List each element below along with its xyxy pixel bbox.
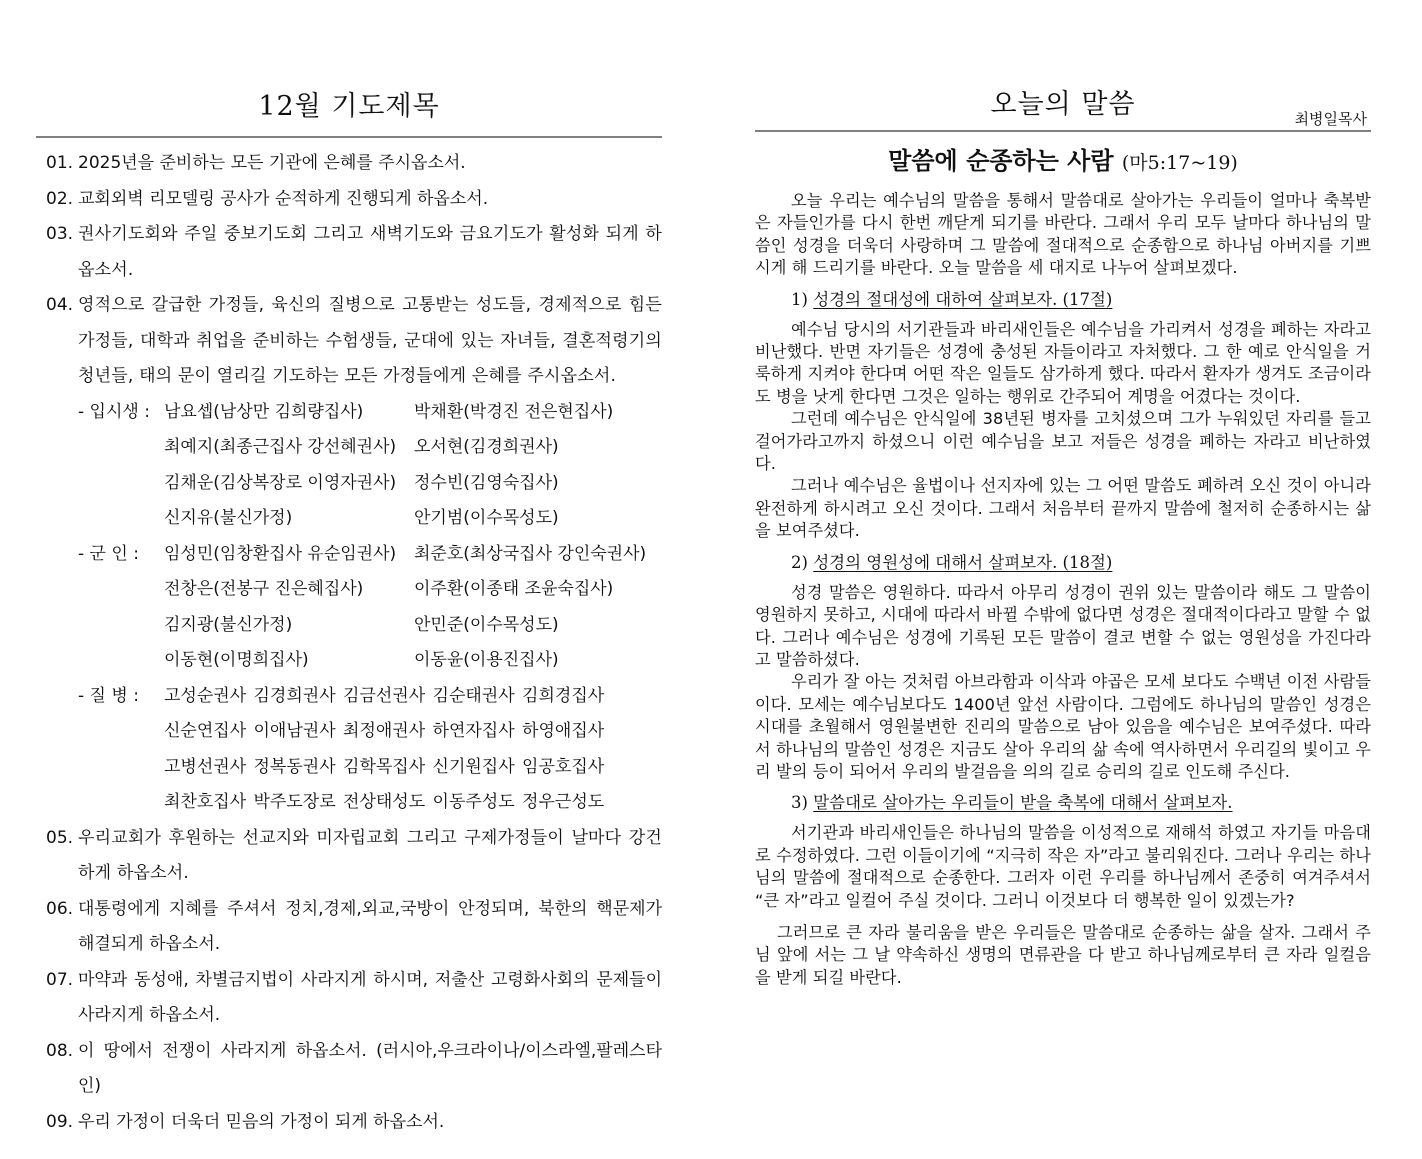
prayer-number: 07. bbox=[46, 969, 74, 990]
prayer-text: 영적으로 갈급한 가정들, 육신의 질병으로 고통받는 성도들, 경제적으로 힘든 가정들, 대학과 취업을 준비하는 수험생들, 군대에 있는 자녀들, 결혼적령기의 청년들, 태의 문이 열리길 기도하는 모든 가정들에게 은혜를 주시옵소서. bbox=[78, 295, 662, 386]
prayer-number: 05. bbox=[46, 827, 74, 848]
sermon-title-text: 말씀에 순종하는 사람 bbox=[888, 147, 1114, 175]
name-list: 최찬호집사 박주도장로 전상태성도 이동주성도 정우근성도 bbox=[164, 792, 605, 812]
prayer-text: 우리 가정이 더욱더 믿음의 가정이 되게 하옵소서. bbox=[78, 1111, 445, 1132]
prayer-list-continued bbox=[36, 821, 662, 1141]
name-entry: 안민준(이수목성도) bbox=[414, 614, 559, 635]
prayer-text: 교회외벽 리모델링 공사가 순적하게 진행되게 하옵소서. bbox=[78, 188, 489, 209]
prayer-number: 01. bbox=[46, 153, 74, 173]
group-row bbox=[78, 501, 662, 537]
prayer-text: 대통령에게 지혜를 주셔서 정치,경제,외교,국방이 안정되며, 북한의 핵문제가 해결되게 하옵소서. bbox=[78, 898, 662, 954]
prayer-item-07 bbox=[36, 963, 662, 1034]
name-entry: 임성민(임창환집사 유순임권사) bbox=[164, 543, 397, 564]
name-entry: 오서현(김경희권사) bbox=[414, 437, 559, 457]
group-row bbox=[78, 679, 662, 715]
prayer-text: 마약과 동성애, 차별금지법이 사라지게 하시며, 저출산 고령화사회의 문제들이 사라지게 하옵소서. bbox=[78, 969, 662, 1025]
name-entry: 박채환(박경진 전은현집사) bbox=[414, 401, 614, 422]
prayer-number: 09. bbox=[46, 1111, 74, 1132]
body-paragraph: 서기관과 바리새인들은 하나님의 말씀을 이성적으로 재해석 하였고 자기들 마음대로 수정하였다. 그런 이들이기에 “지극히 작은 자”라고 불리워진다. 그러나 우리는 하나님의 말씀에 절대적으로 순종한다. 그러자 이런 우리를 하나님께서 존중히 여겨주셔서 “큰 자”라고 일컬어 주실 것이다. 그러니 이것보다 더 행복한 일이 있겠는가? bbox=[755, 823, 1371, 910]
prayer-number: 08. bbox=[46, 1040, 74, 1061]
name-entry: 이동윤(이용진집사) bbox=[414, 650, 559, 670]
todays-word-title: 오늘의 말씀 bbox=[990, 89, 1136, 120]
name-list: 고성순권사 김경희권사 김금선권사 김순태권사 김희경집사 bbox=[164, 685, 605, 706]
prayer-item-02 bbox=[36, 182, 662, 218]
conclusion-paragraph: 그러므로 큰 자라 불리움을 받은 우리들은 말씀대로 순종하는 삶을 살자. 그래서 주님 앞에 서는 그 날 약속하신 생명의 면류관을 다 받고 하나님께로부터 큰 자라 일컬음을 받게 되길 바란다. bbox=[755, 922, 1371, 987]
name-entry: 최준호(최상국집사 강인숙권사) bbox=[414, 543, 647, 564]
section-number: 2) bbox=[791, 552, 808, 572]
name-entry: 최예지(최종근집사 강선혜권사) bbox=[164, 437, 397, 457]
scripture-reference: (마5:17~19) bbox=[1121, 152, 1238, 174]
group-row bbox=[78, 750, 662, 786]
body-paragraph: 예수님 당시의 서기관들과 바리새인들은 예수님을 가리켜서 성경을 폐하는 자라고 비난했다. 반면 자기들은 성경에 충성된 자들이라고 자처했다. 그 한 예로 안식일을 거룩하게 지켜야 한다며 어떤 작은 일들도 삼가하게 했다. 따라서 환자가 생겨도 조금이라도 병을 낫게 한다면 그것은 일하는 행위로 간주되어 계명을 어겼다는 것이다. bbox=[755, 319, 1371, 406]
group-row bbox=[78, 608, 662, 644]
section-heading-text: 성경의 영원성에 대해서 살펴보자. (18절) bbox=[813, 552, 1113, 572]
prayer-topics-title: 12월 기도제목 bbox=[258, 91, 440, 122]
title-divider bbox=[755, 130, 1371, 132]
name-entry: 신지유(불신가정) bbox=[164, 508, 293, 528]
pastor-byline: 최병일목사 bbox=[1294, 110, 1367, 128]
prayer-number: 02. bbox=[46, 188, 74, 209]
prayer-item-04 bbox=[36, 288, 662, 395]
prayer-item-01 bbox=[36, 146, 662, 182]
group-label: - 질 병 : bbox=[78, 685, 139, 706]
prayer-item-03 bbox=[36, 217, 662, 288]
section-heading-1 bbox=[791, 289, 1371, 311]
group-label: - 입시생 : bbox=[78, 401, 150, 422]
group-row bbox=[78, 395, 662, 431]
group-row bbox=[78, 643, 662, 679]
group-row bbox=[78, 430, 662, 466]
prayer-item-09 bbox=[36, 1105, 662, 1141]
name-list: 고병선권사 정복동권사 김학목집사 신기원집사 임공호집사 bbox=[164, 756, 605, 777]
exam-students-group bbox=[78, 395, 662, 537]
prayer-number: 03. bbox=[46, 224, 74, 244]
name-entry: 이동현(이명희집사) bbox=[164, 650, 309, 670]
name-entry: 김채운(김상복장로 이영자권사) bbox=[164, 472, 397, 493]
prayer-text: 이 땅에서 전쟁이 사라지게 하옵소서. (러시아,우크라이나/이스라엘,팔레스타인) bbox=[78, 1040, 662, 1096]
name-entry: 이주환(이종태 조윤숙집사) bbox=[414, 579, 614, 599]
body-paragraph: 그런데 예수님은 안식일에 38년된 병자를 고치셨으며 그가 누워있던 자리를 들고 걸어가라고까지 하셨으니 이런 예수님을 보고 저들은 성경을 폐하는 자라고 비난하였다. bbox=[755, 409, 1371, 474]
prayer-text: 권사기도회와 주일 중보기도회 그리고 새벽기도와 금요기도가 활성화 되게 하옵소서. bbox=[78, 224, 662, 280]
prayer-topics-column bbox=[36, 80, 662, 1140]
section-number: 1) bbox=[791, 289, 808, 309]
todays-word-column bbox=[755, 80, 1371, 989]
illness-group bbox=[78, 679, 662, 821]
group-row bbox=[78, 572, 662, 608]
prayer-item-06 bbox=[36, 892, 662, 963]
section-heading-2 bbox=[791, 552, 1371, 574]
prayer-number: 06. bbox=[46, 898, 74, 919]
sermon-title bbox=[755, 144, 1371, 180]
section-heading-text: 성경의 절대성에 대하여 살펴보자. (17절) bbox=[813, 289, 1113, 309]
title-divider bbox=[36, 136, 662, 138]
military-group bbox=[78, 537, 662, 679]
prayer-text: 우리교회가 후원하는 선교지와 미자립교회 그리고 구제가정들이 날마다 강건하게 하옵소서. bbox=[78, 827, 662, 883]
name-entry: 남요셉(남상만 김희량집사) bbox=[164, 401, 364, 422]
group-row bbox=[78, 537, 662, 573]
prayer-number: 04. bbox=[46, 295, 74, 315]
section-heading-3 bbox=[791, 792, 1371, 814]
name-entry: 전창은(전봉구 진은혜집사) bbox=[164, 579, 364, 599]
group-label: - 군 인 : bbox=[78, 543, 139, 564]
intro-paragraph: 오늘 우리는 예수님의 말씀을 통해서 말씀대로 살아가는 우리들이 얼마나 축복받은 자들인가를 다시 한번 깨닫게 되기를 바란다. 그래서 우리 모두 날마다 하나님의 말씀인 성경을 더욱더 사랑하며 그 말씀에 절대적으로 순종함으로 하나님 아버지를 기쁘시게 해 드리기를 바란다. 오늘 말씀을 세 대지로 나누어 살펴보겠다. bbox=[755, 191, 1371, 278]
prayer-item-05 bbox=[36, 821, 662, 892]
body-paragraph: 우리가 잘 아는 것처럼 아브라함과 이삭과 야곱은 모세 보다도 수백년 이전 사람들이다. 모세는 예수님보다도 1400년 앞선 사람이다. 그럼에도 하나님의 말씀인 성경은 시대를 초월해서 영원불변한 진리의 말씀으로 남아 있음을 예수님은 보여주셨다. 따라서 하나님의 말씀인 성경은 지금도 살아 우리의 삶 속에 역사하면서 우리길의 빛이고 우리 발의 등이 되어서 우리의 발걸음을 의의 길로 승리의 길로 인도해 주신다. bbox=[755, 672, 1371, 781]
name-entry: 김지광(불신가정) bbox=[164, 614, 293, 635]
group-row bbox=[78, 714, 662, 750]
section-number: 3) bbox=[791, 793, 808, 813]
name-entry: 안기범(이수목성도) bbox=[414, 508, 559, 528]
prayer-text: 2025년을 준비하는 모든 기관에 은혜를 주시옵소서. bbox=[78, 153, 466, 173]
group-row bbox=[78, 466, 662, 502]
prayer-item-08 bbox=[36, 1034, 662, 1105]
prayer-list bbox=[36, 146, 662, 395]
body-paragraph: 성경 말씀은 영원하다. 따라서 아무리 성경이 권위 있는 말씀이라 해도 그 말씀이 영원하지 못하고, 시대에 따라서 바뀔 수밖에 없다면 성경은 절대적이다라고 말할 수 없다. 그러나 예수님은 성경에 기록된 모든 말씀이 결코 변할 수 없는 영원성을 가진다라고 말씀하셨다. bbox=[755, 582, 1371, 669]
name-list: 신순연집사 이애남권사 최정애권사 하연자집사 하영애집사 bbox=[164, 721, 605, 741]
group-row bbox=[78, 785, 662, 821]
body-paragraph: 그러나 예수님은 율법이나 선지자에 있는 그 어떤 말씀도 폐하려 오신 것이 아니라 완전하게 하시려고 오신 것이다. 그래서 처음부터 끝까지 말씀에 철저히 순종하시는 삶을 보여주셨다. bbox=[755, 476, 1371, 541]
section-heading-text: 말씀대로 살아가는 우리들이 받을 축복에 대해서 살펴보자. bbox=[813, 793, 1233, 813]
name-entry: 정수빈(김영숙집사) bbox=[414, 472, 559, 493]
